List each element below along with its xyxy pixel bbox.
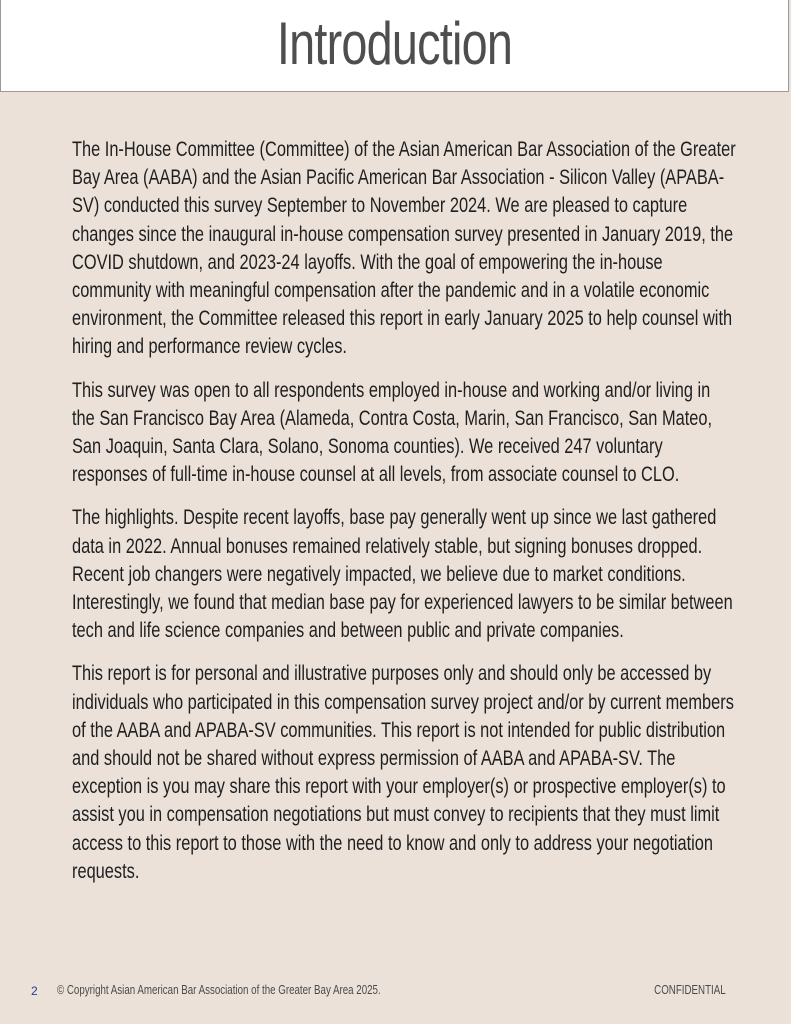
page-title: Introduction <box>276 10 513 77</box>
footer-copyright: © Copyright Asian American Bar Association of the Greater Bay Area 2025. <box>57 983 381 997</box>
paragraph-highlights: The highlights. Despite recent layoffs, base pay generally went up since we last gathered data in 2022. Annual bonuses remained relatively stable, but signing bonuses dropped. Recent job changers were negatively impacted, we believe due to market conditions. Interestingly, we found that median base pay for experienced lawyers to be similar between tech and life science companies and between public and private companies. <box>72 506 733 643</box>
page-header <box>0 0 789 92</box>
introduction-body <box>72 136 737 901</box>
paragraph-usage-restrictions: This report is for personal and illustrative purposes only and should only be accessed by individuals who participated in this compensation survey project and/or by current members of the AABA and APABA-SV communities. This report is not intended for public distribution and should not be shared without express permission of AABA and APABA-SV. The exception is you may share this report with your employer(s) or prospective employer(s) to assist you in compensation negotiations but must convey to recipients that they must limit access to this report to those with the need to know and only to address your negotiation requests. <box>72 662 734 883</box>
footer-page-number: 2 <box>31 984 38 998</box>
paragraph-survey-scope: This survey was open to all respondents employed in-house and working and/or living in the San Francisco Bay Area (Alameda, Contra Costa, Marin, San Francisco, San Mateo, San Joaquin, Santa Clara, Solano, Sonoma counties). We received 247 voluntary responses of full-time in-house counsel at all levels, from associate counsel to CLO. <box>72 378 713 487</box>
paragraph-survey-overview: The In-House Committee (Committee) of the Asian American Bar Association of the Greater Bay Area (AABA) and the Asian Pacific American Bar Association - Silicon Valley (APABA-SV) conducted this survey September to November 2024. We are pleased to capture changes since the inaugural in-house compensation survey presented in January 2019, the COVID shutdown, and 2023-24 layoffs. With the goal of empowering the in-house community with meaningful compensation after the pandemic and in a volatile economic environment, the Committee released this report in early January 2025 to help counsel with hiring and performance review cycles. <box>72 138 736 359</box>
footer-confidential-label: CONFIDENTIAL <box>654 983 726 997</box>
